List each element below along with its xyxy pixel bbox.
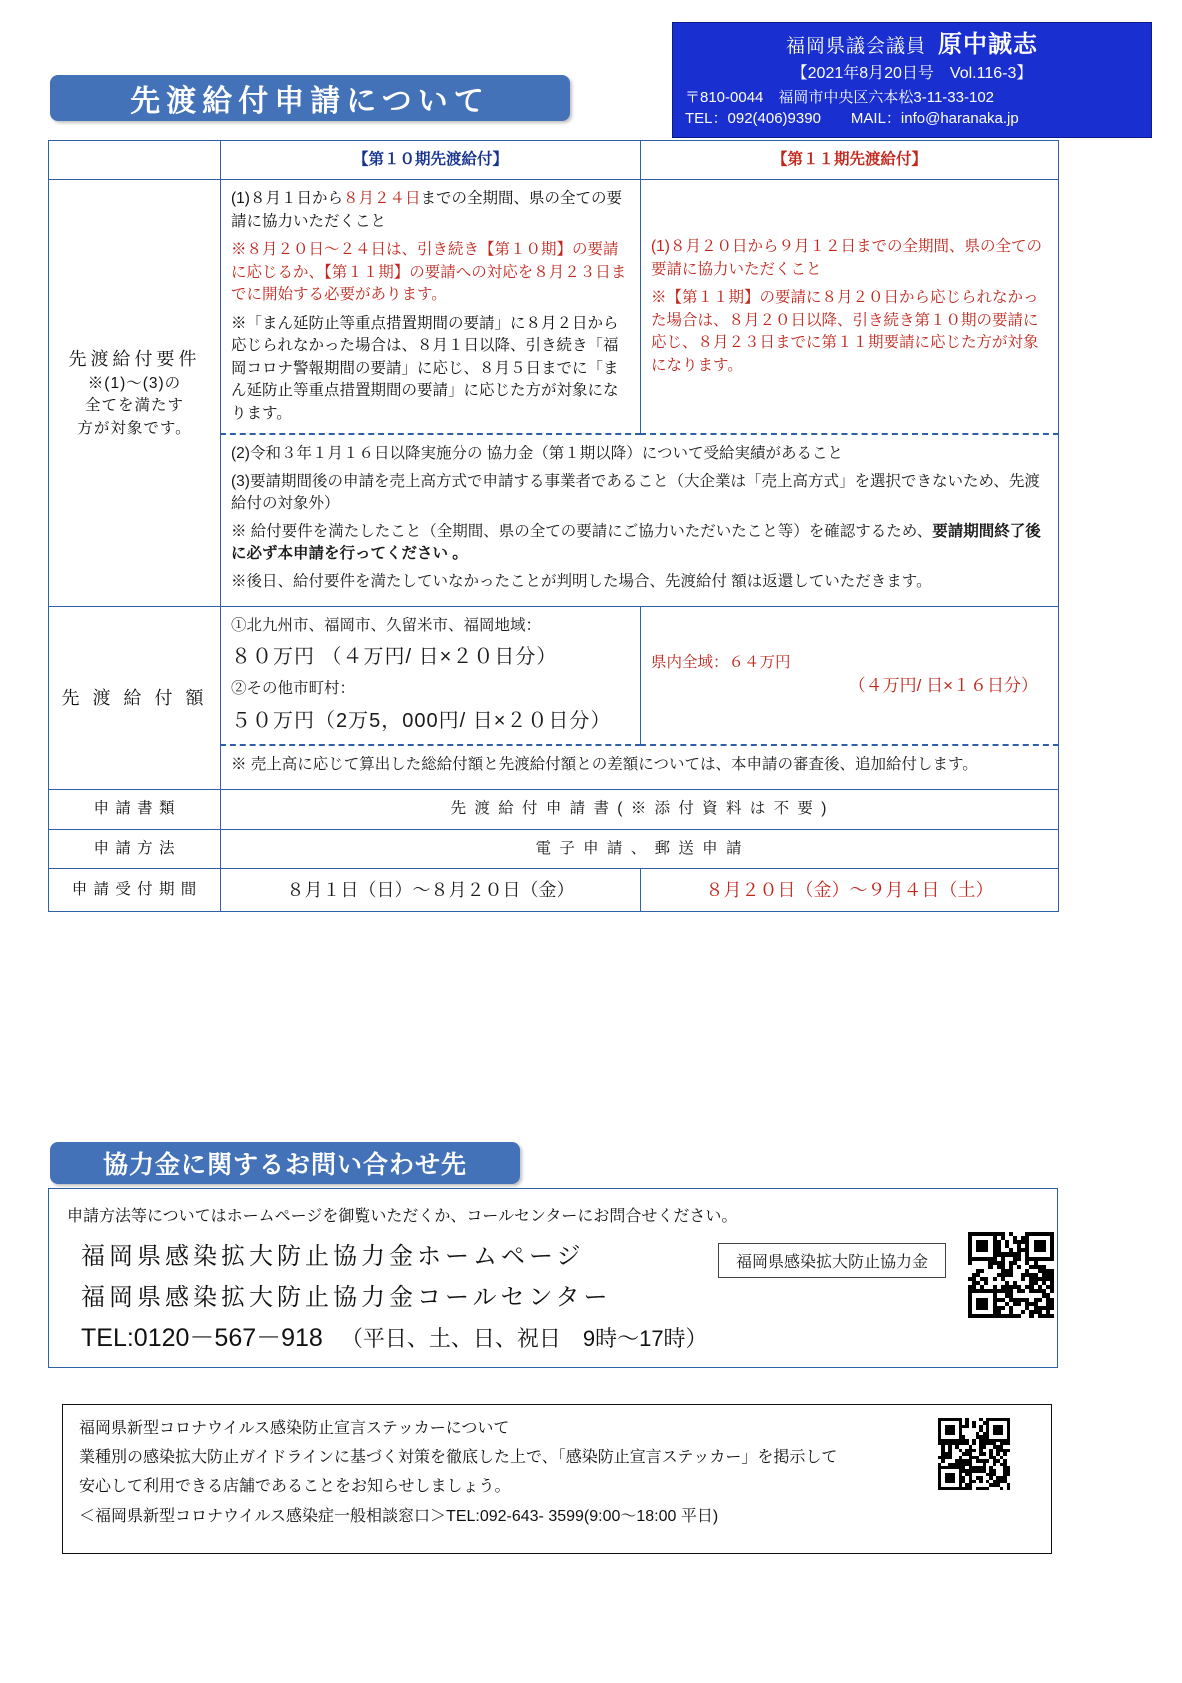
inquiry-box <box>48 1188 1058 1368</box>
amount-p10-line3: ②その他市町村： <box>231 680 356 698</box>
requirements-label-line3: 全てを満たす <box>84 397 184 415</box>
inquiry-hours: （平日、土、日、祝日 9時～17時） <box>340 1326 708 1351</box>
publisher-name: 原中誠志 <box>938 31 1038 58</box>
inquiry-callcenter: 福岡県感染拡大防止協力金コールセンター <box>81 1284 612 1311</box>
sticker-line3: 安心して利用できる店舗であることをお知らせしましょう。 <box>79 1478 511 1496</box>
documents-value: 先 渡 給 付 申 請 書 ( ※ 添 付 資 料 は 不 要 ) <box>221 790 1059 829</box>
p11-item1: (1)８月２０日から９月１２日までの全期間、県の全ての要請に協力いただくこと <box>651 238 1042 278</box>
period-label: 申 請 受 付 期 間 <box>49 869 221 912</box>
requirements-p11-cell <box>641 180 1059 434</box>
method-label: 申 請 方 法 <box>49 829 221 868</box>
amount-p10-line2: ８０万円 （４万円/ 日×２０日分） <box>231 646 558 669</box>
period-p10: ８月１日（日）～８月２０日（金） <box>221 869 641 912</box>
issue-info: 【2021年8月20日号 Vol.116-3】 <box>791 65 1033 83</box>
requirements-p10-cell <box>221 180 641 434</box>
amount-p10-line1: ①北九州市、福岡市、久留米市、福岡地域： <box>231 616 542 634</box>
sticker-info-box <box>62 1404 1052 1554</box>
amount-label-cell <box>49 606 221 789</box>
p10-item1-part2: までの全期間、県の全ての要請に協力いただくこと <box>231 190 622 230</box>
publisher-contact: TEL：092(406)9390 MAIL：info@haranaka.jp <box>685 110 1019 128</box>
shared-note1-bold: 要請期間終了後に必ず本申請を行ってください 。 <box>231 522 1041 563</box>
inquiry-tel <box>67 1318 1039 1354</box>
header-blank-cell <box>49 141 221 180</box>
inquiry-title: 協力金に関するお問い合わせ先 <box>50 1142 520 1184</box>
amount-label: 先 渡 給 付 額 <box>61 688 208 709</box>
amount-row <box>49 606 1059 744</box>
requirements-shared-cell <box>221 434 1059 606</box>
requirements-label-cell <box>49 180 221 607</box>
method-row <box>49 829 1059 868</box>
publisher-org: 福岡県議会議員 <box>785 36 926 57</box>
sticker-line1: 福岡県新型コロナウイルス感染防止宣言ステッカーについて <box>79 1420 510 1437</box>
period-row <box>49 869 1059 912</box>
amount-p10-line4: ５０万円（2万5，000円/ 日×２０日分） <box>231 709 612 732</box>
qr-code-sticker-icon <box>938 1418 1010 1490</box>
benefit-comparison-table <box>48 140 1059 912</box>
shared-note1-pre: ※ 給付要件を満たしたこと（全期間、県の全ての要請にご協力いただいたこと等）を確認するため、 <box>231 522 933 540</box>
shared-note1 <box>231 521 1048 566</box>
publisher-address: 〒810-0044 福岡市中央区六本松3-11-33-102 <box>685 88 995 106</box>
qr-caption: 福岡県感染拡大防止協力金 <box>718 1243 946 1278</box>
shared-note2: ※後日、給付要件を満たしていなかったことが判明した場合、先渡給付 額は返還していただきます。 <box>231 572 932 590</box>
p10-item1-part1: (1)８月１日から <box>231 190 343 208</box>
p11-note: ※【第１１期】の要請に８月２０日から応じられなかった場合は、８月２０日以降、引き続き第１０期の要請に応じ、８月２３日までに第１１期要請に応じた方が対象になります。 <box>651 289 1039 374</box>
header-period10: 【第１０期先渡給付】 <box>221 141 641 180</box>
amount-p11-cell <box>641 606 1059 744</box>
amount-p10-cell <box>221 606 641 744</box>
page-title: 先渡給付申請について <box>50 75 570 121</box>
requirements-row <box>49 180 1059 434</box>
inquiry-homepage: 福岡県感染拡大防止協力金ホームページ <box>81 1243 585 1270</box>
p10-item1-date: ８月２４日 <box>342 190 421 208</box>
header-period11: 【第１１期先渡給付】 <box>641 141 1059 180</box>
shared-item3: (3)要請期間後の申請を売上高方式で申請する事業者であること（大企業は「売上高方式」を選択できないため、先渡給付の対象外） <box>231 472 1040 513</box>
p10-note-red: ※８月２０日～２４日は、引き続き【第１０期】の要請に応じるか、【第１１期】の要請への対応を８月２３日までに開始する必要があります。 <box>231 241 627 304</box>
method-value: 電 子 申 請 、 郵 送 申 請 <box>221 829 1059 868</box>
p10-item1 <box>231 188 630 233</box>
table-header-row <box>49 141 1059 180</box>
shared-item2: (2)令和３年１月１６日以降実施分の 協力金（第１期以降）について受給実績があること <box>231 445 843 463</box>
qr-code-icon <box>968 1232 1054 1318</box>
requirements-label-line1: 先渡給付要件 <box>68 349 201 370</box>
documents-label: 申 請 書 類 <box>49 790 221 829</box>
requirements-label-line2: ※(1)～(3)の <box>87 374 182 392</box>
sticker-line2: 業種別の感染拡大防止ガイドラインに基づく対策を徹底した上で、「感染防止宣言ステッカー」を掲示して <box>79 1449 838 1467</box>
inquiry-note: 申請方法等についてはホームページを御覧いただくか、コールセンターにお問合せください。 <box>67 1208 738 1225</box>
amount-p11-main: 県内全域：６４万円 <box>651 653 791 671</box>
publisher-line <box>683 29 1141 61</box>
period-p11: ８月２０日（金）～９月４日（土） <box>641 869 1059 912</box>
amount-shared-note: ※ 売上高に応じて算出した総給付額と先渡給付額との差額については、本申請の審査後、追加給付します。 <box>231 755 978 773</box>
publisher-header <box>672 22 1152 138</box>
amount-shared-cell <box>221 745 1059 790</box>
amount-p11-sub: （４万円/ 日×１６日分） <box>848 676 1038 696</box>
documents-row <box>49 790 1059 829</box>
inquiry-tel-number: TEL:0120－567－918 <box>81 1324 323 1352</box>
p10-note-black: ※「まん延防止等重点措置期間の要請」に８月２日から応じられなかった場合は、８月１日以降、引き続き「福岡コロナ警報期間の要請」に応じ、８月５日までに「まん延防止等重点措置期間の要請」に応じた方が対象になります。 <box>231 314 619 422</box>
sticker-line4: ＜福岡県新型コロナウイルス感染症一般相談窓口＞TEL:092-643- 3599(9:00～18:00 平日) <box>79 1507 719 1525</box>
requirements-label-line4: 方が対象です。 <box>77 419 192 437</box>
